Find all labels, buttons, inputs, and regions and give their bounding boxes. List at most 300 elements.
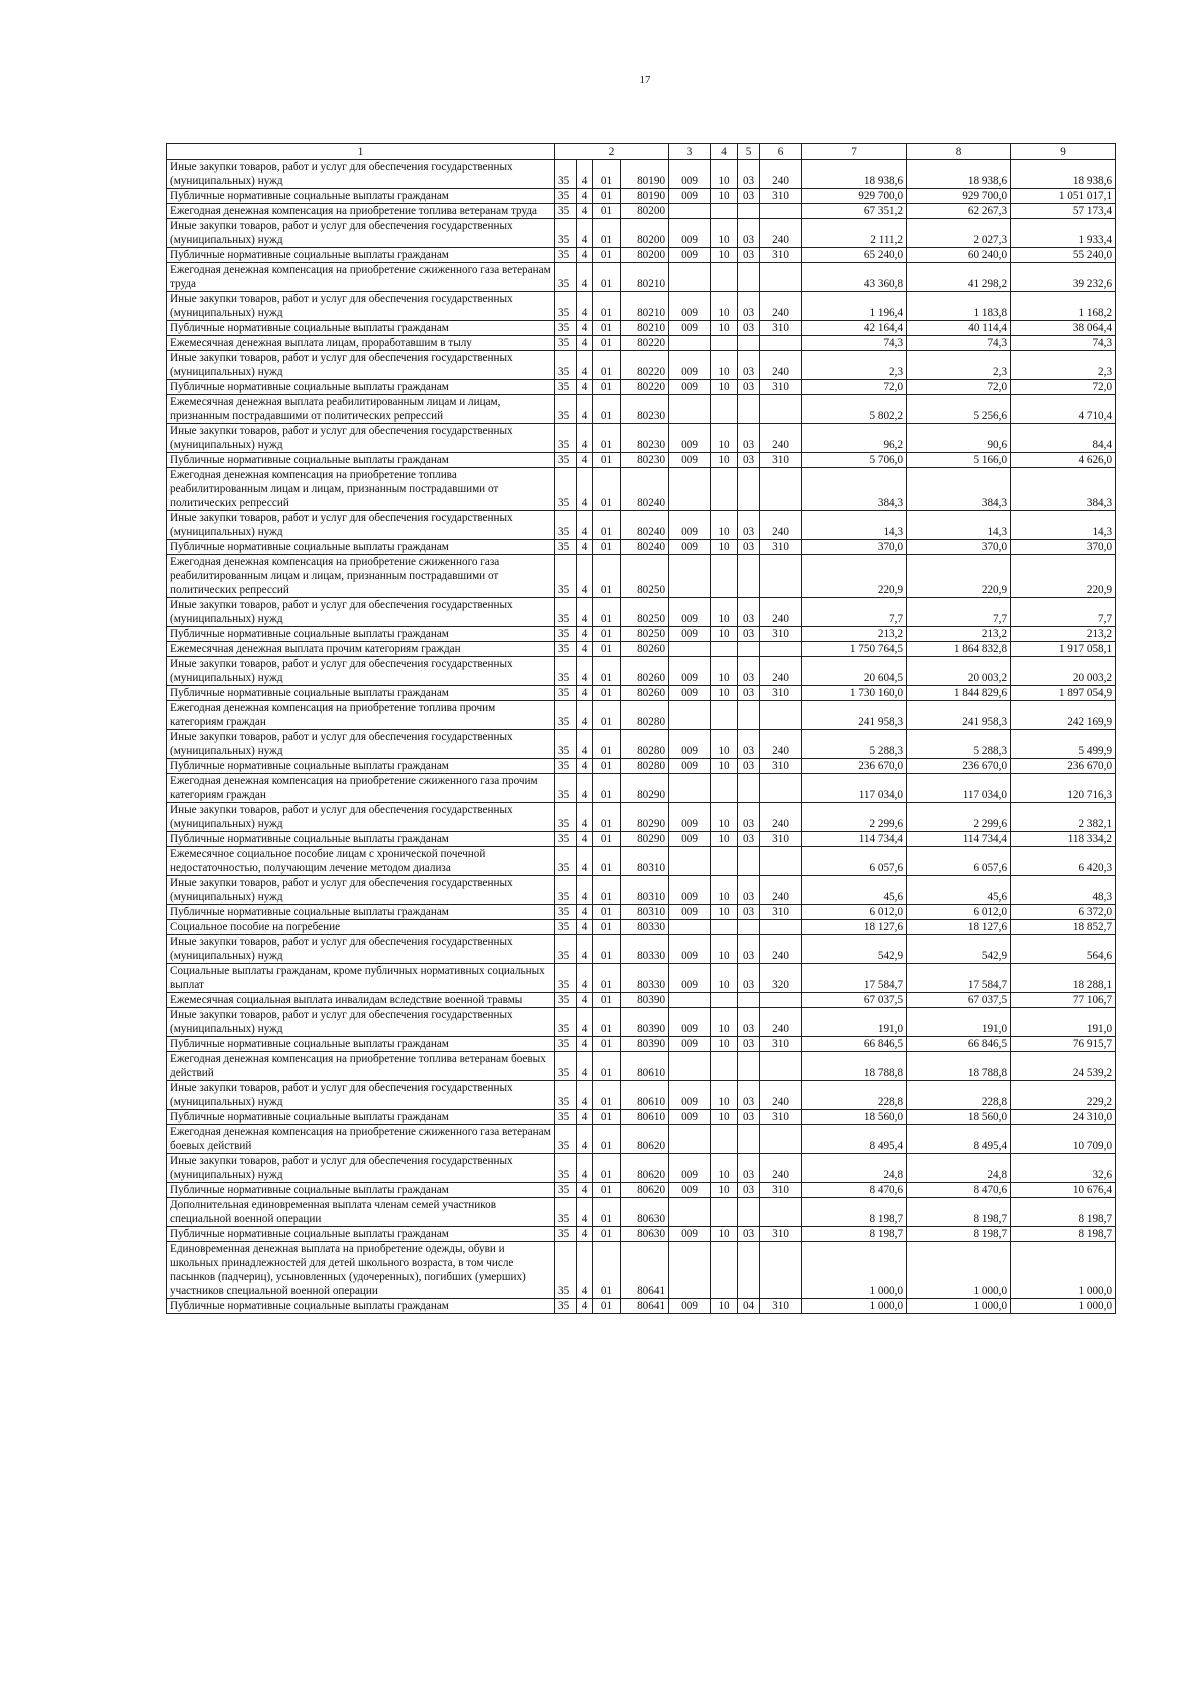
section-code: 10 bbox=[711, 964, 738, 993]
subprogram-code: 4 bbox=[577, 1037, 593, 1052]
program-code: 35 bbox=[555, 336, 577, 351]
section-code: 10 bbox=[711, 759, 738, 774]
section-code: 10 bbox=[711, 351, 738, 380]
value-year-1: 8 198,7 bbox=[802, 1227, 907, 1242]
row-name: Ежегодная денежная компенсация на приобретение топлива ветеранам труда bbox=[167, 204, 555, 219]
value-year-1: 6 012,0 bbox=[802, 905, 907, 920]
value-year-2: 929 700,0 bbox=[907, 189, 1011, 204]
item-code: 01 bbox=[593, 832, 621, 847]
value-year-1: 2 111,2 bbox=[802, 219, 907, 248]
value-year-1: 220,9 bbox=[802, 555, 907, 598]
value-year-3: 120 716,3 bbox=[1011, 774, 1116, 803]
header-col-3: 3 bbox=[669, 144, 711, 160]
row-name: Иные закупки товаров, работ и услуг для обеспечения государственных (муниципальных) нужд bbox=[167, 1154, 555, 1183]
direction-code: 80280 bbox=[621, 759, 669, 774]
expense-type-code bbox=[760, 1242, 802, 1299]
expense-type-code: 240 bbox=[760, 1154, 802, 1183]
table-row bbox=[167, 730, 1116, 759]
ministry-code: 009 bbox=[669, 321, 711, 336]
expense-type-code: 240 bbox=[760, 424, 802, 453]
item-code: 01 bbox=[593, 204, 621, 219]
direction-code: 80290 bbox=[621, 774, 669, 803]
expense-type-code: 240 bbox=[760, 351, 802, 380]
table-row bbox=[167, 598, 1116, 627]
value-year-2: 241 958,3 bbox=[907, 701, 1011, 730]
value-year-1: 117 034,0 bbox=[802, 774, 907, 803]
direction-code: 80250 bbox=[621, 627, 669, 642]
program-code: 35 bbox=[555, 730, 577, 759]
table-row bbox=[167, 803, 1116, 832]
table-row bbox=[167, 1052, 1116, 1081]
value-year-2: 6 012,0 bbox=[907, 905, 1011, 920]
row-name: Публичные нормативные социальные выплаты гражданам bbox=[167, 627, 555, 642]
program-code: 35 bbox=[555, 511, 577, 540]
row-name: Публичные нормативные социальные выплаты гражданам bbox=[167, 832, 555, 847]
value-year-2: 8 470,6 bbox=[907, 1183, 1011, 1198]
direction-code: 80220 bbox=[621, 380, 669, 395]
item-code: 01 bbox=[593, 598, 621, 627]
subsection-code bbox=[738, 555, 760, 598]
header-col-6: 6 bbox=[760, 144, 802, 160]
item-code: 01 bbox=[593, 468, 621, 511]
value-year-3: 2,3 bbox=[1011, 351, 1116, 380]
value-year-1: 96,2 bbox=[802, 424, 907, 453]
program-code: 35 bbox=[555, 627, 577, 642]
section-code: 10 bbox=[711, 598, 738, 627]
row-name: Ежемесячная денежная выплата реабилитированным лицам и лицам, признанным пострадавшими от политических репрессий bbox=[167, 395, 555, 424]
expense-type-code: 310 bbox=[760, 540, 802, 555]
subsection-code bbox=[738, 1198, 760, 1227]
value-year-1: 8 198,7 bbox=[802, 1198, 907, 1227]
section-code: 10 bbox=[711, 905, 738, 920]
program-code: 35 bbox=[555, 876, 577, 905]
expense-type-code bbox=[760, 847, 802, 876]
expense-type-code: 310 bbox=[760, 832, 802, 847]
value-year-2: 114 734,4 bbox=[907, 832, 1011, 847]
ministry-code bbox=[669, 847, 711, 876]
expense-type-code: 310 bbox=[760, 189, 802, 204]
row-name: Иные закупки товаров, работ и услуг для обеспечения государственных (муниципальных) нужд bbox=[167, 876, 555, 905]
header-row bbox=[167, 144, 1116, 160]
value-year-2: 40 114,4 bbox=[907, 321, 1011, 336]
subsection-code: 03 bbox=[738, 1227, 760, 1242]
budget-table bbox=[166, 143, 1116, 1314]
value-year-3: 24 310,0 bbox=[1011, 1110, 1116, 1125]
section-code: 10 bbox=[711, 657, 738, 686]
subprogram-code: 4 bbox=[577, 511, 593, 540]
value-year-3: 32,6 bbox=[1011, 1154, 1116, 1183]
value-year-1: 241 958,3 bbox=[802, 701, 907, 730]
table-row bbox=[167, 263, 1116, 292]
item-code: 01 bbox=[593, 1198, 621, 1227]
program-code: 35 bbox=[555, 701, 577, 730]
value-year-1: 1 000,0 bbox=[802, 1299, 907, 1314]
program-code: 35 bbox=[555, 540, 577, 555]
subprogram-code: 4 bbox=[577, 204, 593, 219]
value-year-3: 236 670,0 bbox=[1011, 759, 1116, 774]
table-row bbox=[167, 686, 1116, 701]
direction-code: 80620 bbox=[621, 1125, 669, 1154]
value-year-1: 228,8 bbox=[802, 1081, 907, 1110]
subsection-code bbox=[738, 1052, 760, 1081]
value-year-2: 370,0 bbox=[907, 540, 1011, 555]
value-year-3: 6 420,3 bbox=[1011, 847, 1116, 876]
subprogram-code: 4 bbox=[577, 540, 593, 555]
subsection-code bbox=[738, 993, 760, 1008]
subsection-code: 03 bbox=[738, 453, 760, 468]
expense-type-code: 310 bbox=[760, 627, 802, 642]
subprogram-code: 4 bbox=[577, 160, 593, 189]
item-code: 01 bbox=[593, 627, 621, 642]
ministry-code: 009 bbox=[669, 832, 711, 847]
value-year-1: 5 288,3 bbox=[802, 730, 907, 759]
direction-code: 80641 bbox=[621, 1299, 669, 1314]
subsection-code: 03 bbox=[738, 424, 760, 453]
section-code bbox=[711, 1052, 738, 1081]
subsection-code: 03 bbox=[738, 189, 760, 204]
expense-type-code: 310 bbox=[760, 686, 802, 701]
row-name: Публичные нормативные социальные выплаты гражданам bbox=[167, 189, 555, 204]
value-year-3: 4 626,0 bbox=[1011, 453, 1116, 468]
ministry-code: 009 bbox=[669, 1227, 711, 1242]
subprogram-code: 4 bbox=[577, 1125, 593, 1154]
direction-code: 80290 bbox=[621, 803, 669, 832]
ministry-code: 009 bbox=[669, 1110, 711, 1125]
subprogram-code: 4 bbox=[577, 598, 593, 627]
subprogram-code: 4 bbox=[577, 1299, 593, 1314]
ministry-code: 009 bbox=[669, 730, 711, 759]
header-col-1: 1 bbox=[167, 144, 555, 160]
value-year-3: 1 000,0 bbox=[1011, 1242, 1116, 1299]
subprogram-code: 4 bbox=[577, 219, 593, 248]
value-year-2: 228,8 bbox=[907, 1081, 1011, 1110]
section-code: 10 bbox=[711, 321, 738, 336]
value-year-2: 24,8 bbox=[907, 1154, 1011, 1183]
item-code: 01 bbox=[593, 395, 621, 424]
subsection-code: 03 bbox=[738, 1183, 760, 1198]
program-code: 35 bbox=[555, 598, 577, 627]
subsection-code: 03 bbox=[738, 351, 760, 380]
value-year-2: 20 003,2 bbox=[907, 657, 1011, 686]
value-year-1: 929 700,0 bbox=[802, 189, 907, 204]
direction-code: 80200 bbox=[621, 204, 669, 219]
value-year-1: 1 750 764,5 bbox=[802, 642, 907, 657]
subsection-code: 03 bbox=[738, 1081, 760, 1110]
table-row bbox=[167, 189, 1116, 204]
ministry-code: 009 bbox=[669, 219, 711, 248]
value-year-2: 18 560,0 bbox=[907, 1110, 1011, 1125]
program-code: 35 bbox=[555, 219, 577, 248]
expense-type-code: 240 bbox=[760, 598, 802, 627]
value-year-1: 18 127,6 bbox=[802, 920, 907, 935]
section-code: 10 bbox=[711, 1227, 738, 1242]
row-name: Ежегодная денежная компенсация на приобретение топлива прочим категориям граждан bbox=[167, 701, 555, 730]
value-year-3: 1 933,4 bbox=[1011, 219, 1116, 248]
value-year-2: 90,6 bbox=[907, 424, 1011, 453]
expense-type-code bbox=[760, 263, 802, 292]
value-year-1: 14,3 bbox=[802, 511, 907, 540]
section-code: 10 bbox=[711, 1183, 738, 1198]
item-code: 01 bbox=[593, 351, 621, 380]
direction-code: 80230 bbox=[621, 424, 669, 453]
section-code bbox=[711, 920, 738, 935]
value-year-1: 384,3 bbox=[802, 468, 907, 511]
page-number: 17 bbox=[639, 74, 651, 86]
program-code: 35 bbox=[555, 1081, 577, 1110]
ministry-code: 009 bbox=[669, 540, 711, 555]
subprogram-code: 4 bbox=[577, 263, 593, 292]
table-row bbox=[167, 204, 1116, 219]
row-name: Публичные нормативные социальные выплаты гражданам bbox=[167, 1037, 555, 1052]
item-code: 01 bbox=[593, 1081, 621, 1110]
subprogram-code: 4 bbox=[577, 905, 593, 920]
subprogram-code: 4 bbox=[577, 686, 593, 701]
subprogram-code: 4 bbox=[577, 876, 593, 905]
section-code: 10 bbox=[711, 935, 738, 964]
direction-code: 80610 bbox=[621, 1081, 669, 1110]
direction-code: 80290 bbox=[621, 832, 669, 847]
ministry-code: 009 bbox=[669, 686, 711, 701]
table-row bbox=[167, 321, 1116, 336]
value-year-2: 1 183,8 bbox=[907, 292, 1011, 321]
subprogram-code: 4 bbox=[577, 189, 593, 204]
value-year-3: 229,2 bbox=[1011, 1081, 1116, 1110]
subprogram-code: 4 bbox=[577, 1110, 593, 1125]
value-year-2: 8 198,7 bbox=[907, 1198, 1011, 1227]
direction-code: 80230 bbox=[621, 395, 669, 424]
ministry-code bbox=[669, 774, 711, 803]
subsection-code: 03 bbox=[738, 935, 760, 964]
ministry-code bbox=[669, 1125, 711, 1154]
expense-type-code: 310 bbox=[760, 1037, 802, 1052]
expense-type-code: 240 bbox=[760, 657, 802, 686]
subsection-code: 03 bbox=[738, 905, 760, 920]
section-code bbox=[711, 701, 738, 730]
ministry-code: 009 bbox=[669, 876, 711, 905]
row-name: Публичные нормативные социальные выплаты гражданам bbox=[167, 1299, 555, 1314]
value-year-1: 7,7 bbox=[802, 598, 907, 627]
value-year-1: 370,0 bbox=[802, 540, 907, 555]
value-year-3: 20 003,2 bbox=[1011, 657, 1116, 686]
ministry-code: 009 bbox=[669, 1081, 711, 1110]
ministry-code bbox=[669, 468, 711, 511]
table-row bbox=[167, 1242, 1116, 1299]
ministry-code: 009 bbox=[669, 1154, 711, 1183]
direction-code: 80280 bbox=[621, 701, 669, 730]
value-year-3: 191,0 bbox=[1011, 1008, 1116, 1037]
row-name: Иные закупки товаров, работ и услуг для обеспечения государственных (муниципальных) нужд bbox=[167, 1008, 555, 1037]
program-code: 35 bbox=[555, 1110, 577, 1125]
ministry-code: 009 bbox=[669, 627, 711, 642]
program-code: 35 bbox=[555, 395, 577, 424]
section-code: 10 bbox=[711, 292, 738, 321]
item-code: 01 bbox=[593, 424, 621, 453]
program-code: 35 bbox=[555, 424, 577, 453]
row-name: Ежемесячное социальное пособие лицам с хронической почечной недостаточностью, получающим лечение методом диализа bbox=[167, 847, 555, 876]
value-year-2: 542,9 bbox=[907, 935, 1011, 964]
table-row bbox=[167, 1299, 1116, 1314]
section-code: 10 bbox=[711, 248, 738, 263]
subsection-code: 03 bbox=[738, 511, 760, 540]
value-year-3: 55 240,0 bbox=[1011, 248, 1116, 263]
value-year-1: 2 299,6 bbox=[802, 803, 907, 832]
program-code: 35 bbox=[555, 905, 577, 920]
expense-type-code: 310 bbox=[760, 759, 802, 774]
program-code: 35 bbox=[555, 453, 577, 468]
table-row bbox=[167, 511, 1116, 540]
row-name: Иные закупки товаров, работ и услуг для обеспечения государственных (муниципальных) нужд bbox=[167, 935, 555, 964]
value-year-1: 1 196,4 bbox=[802, 292, 907, 321]
program-code: 35 bbox=[555, 1037, 577, 1052]
subsection-code: 03 bbox=[738, 832, 760, 847]
subsection-code: 03 bbox=[738, 292, 760, 321]
value-year-1: 65 240,0 bbox=[802, 248, 907, 263]
item-code: 01 bbox=[593, 920, 621, 935]
ministry-code bbox=[669, 1242, 711, 1299]
ministry-code: 009 bbox=[669, 248, 711, 263]
item-code: 01 bbox=[593, 803, 621, 832]
direction-code: 80280 bbox=[621, 730, 669, 759]
value-year-3: 370,0 bbox=[1011, 540, 1116, 555]
subprogram-code: 4 bbox=[577, 336, 593, 351]
subprogram-code: 4 bbox=[577, 774, 593, 803]
subsection-code: 03 bbox=[738, 540, 760, 555]
ministry-code: 009 bbox=[669, 935, 711, 964]
ministry-code bbox=[669, 701, 711, 730]
value-year-2: 18 938,6 bbox=[907, 160, 1011, 189]
value-year-1: 67 037,5 bbox=[802, 993, 907, 1008]
program-code: 35 bbox=[555, 935, 577, 964]
value-year-2: 6 057,6 bbox=[907, 847, 1011, 876]
ministry-code: 009 bbox=[669, 292, 711, 321]
subprogram-code: 4 bbox=[577, 1242, 593, 1299]
direction-code: 80260 bbox=[621, 642, 669, 657]
item-code: 01 bbox=[593, 1052, 621, 1081]
row-name: Иные закупки товаров, работ и услуг для обеспечения государственных (муниципальных) нужд bbox=[167, 351, 555, 380]
value-year-3: 24 539,2 bbox=[1011, 1052, 1116, 1081]
direction-code: 80390 bbox=[621, 993, 669, 1008]
program-code: 35 bbox=[555, 204, 577, 219]
section-code: 10 bbox=[711, 424, 738, 453]
subprogram-code: 4 bbox=[577, 395, 593, 424]
item-code: 01 bbox=[593, 1037, 621, 1052]
subprogram-code: 4 bbox=[577, 321, 593, 336]
item-code: 01 bbox=[593, 935, 621, 964]
item-code: 01 bbox=[593, 263, 621, 292]
direction-code: 80620 bbox=[621, 1154, 669, 1183]
row-name: Иные закупки товаров, работ и услуг для обеспечения государственных (муниципальных) нужд bbox=[167, 803, 555, 832]
table-row bbox=[167, 759, 1116, 774]
table-row bbox=[167, 1227, 1116, 1242]
direction-code: 80250 bbox=[621, 598, 669, 627]
section-code: 10 bbox=[711, 511, 738, 540]
ministry-code: 009 bbox=[669, 380, 711, 395]
value-year-3: 220,9 bbox=[1011, 555, 1116, 598]
direction-code: 80260 bbox=[621, 686, 669, 701]
direction-code: 80620 bbox=[621, 1183, 669, 1198]
direction-code: 80630 bbox=[621, 1198, 669, 1227]
value-year-3: 242 169,9 bbox=[1011, 701, 1116, 730]
value-year-3: 72,0 bbox=[1011, 380, 1116, 395]
table-row bbox=[167, 935, 1116, 964]
direction-code: 80310 bbox=[621, 905, 669, 920]
table-row bbox=[167, 351, 1116, 380]
subsection-code: 03 bbox=[738, 1037, 760, 1052]
header-col-7: 7 bbox=[802, 144, 907, 160]
section-code: 10 bbox=[711, 1299, 738, 1314]
row-name: Иные закупки товаров, работ и услуг для обеспечения государственных (муниципальных) нужд bbox=[167, 1081, 555, 1110]
subsection-code: 03 bbox=[738, 248, 760, 263]
subsection-code bbox=[738, 701, 760, 730]
value-year-1: 74,3 bbox=[802, 336, 907, 351]
value-year-1: 43 360,8 bbox=[802, 263, 907, 292]
value-year-3: 18 852,7 bbox=[1011, 920, 1116, 935]
value-year-1: 1 000,0 bbox=[802, 1242, 907, 1299]
subprogram-code: 4 bbox=[577, 248, 593, 263]
subprogram-code: 4 bbox=[577, 935, 593, 964]
item-code: 01 bbox=[593, 248, 621, 263]
subprogram-code: 4 bbox=[577, 1081, 593, 1110]
direction-code: 80330 bbox=[621, 964, 669, 993]
value-year-3: 77 106,7 bbox=[1011, 993, 1116, 1008]
item-code: 01 bbox=[593, 189, 621, 204]
expense-type-code: 310 bbox=[760, 1110, 802, 1125]
value-year-2: 62 267,3 bbox=[907, 204, 1011, 219]
table-row bbox=[167, 453, 1116, 468]
value-year-2: 18 127,6 bbox=[907, 920, 1011, 935]
table-row bbox=[167, 1198, 1116, 1227]
expense-type-code: 240 bbox=[760, 1081, 802, 1110]
subprogram-code: 4 bbox=[577, 657, 593, 686]
ministry-code bbox=[669, 1198, 711, 1227]
value-year-2: 8 198,7 bbox=[907, 1227, 1011, 1242]
item-code: 01 bbox=[593, 964, 621, 993]
table-row bbox=[167, 832, 1116, 847]
subprogram-code: 4 bbox=[577, 1052, 593, 1081]
table-row bbox=[167, 1183, 1116, 1198]
value-year-1: 42 164,4 bbox=[802, 321, 907, 336]
value-year-1: 67 351,2 bbox=[802, 204, 907, 219]
ministry-code: 009 bbox=[669, 189, 711, 204]
direction-code: 80230 bbox=[621, 453, 669, 468]
direction-code: 80641 bbox=[621, 1242, 669, 1299]
value-year-3: 2 382,1 bbox=[1011, 803, 1116, 832]
subsection-code: 03 bbox=[738, 160, 760, 189]
item-code: 01 bbox=[593, 1110, 621, 1125]
value-year-3: 6 372,0 bbox=[1011, 905, 1116, 920]
expense-type-code: 240 bbox=[760, 730, 802, 759]
value-year-3: 213,2 bbox=[1011, 627, 1116, 642]
item-code: 01 bbox=[593, 1242, 621, 1299]
item-code: 01 bbox=[593, 1125, 621, 1154]
section-code bbox=[711, 395, 738, 424]
row-name: Публичные нормативные социальные выплаты гражданам bbox=[167, 1110, 555, 1125]
value-year-2: 74,3 bbox=[907, 336, 1011, 351]
subsection-code: 03 bbox=[738, 803, 760, 832]
row-name: Ежемесячная социальная выплата инвалидам вследствие военной травмы bbox=[167, 993, 555, 1008]
row-name: Публичные нормативные социальные выплаты гражданам bbox=[167, 380, 555, 395]
value-year-3: 5 499,9 bbox=[1011, 730, 1116, 759]
ministry-code: 009 bbox=[669, 160, 711, 189]
direction-code: 80200 bbox=[621, 219, 669, 248]
table-row bbox=[167, 642, 1116, 657]
value-year-3: 1 168,2 bbox=[1011, 292, 1116, 321]
section-code: 10 bbox=[711, 1081, 738, 1110]
value-year-3: 14,3 bbox=[1011, 511, 1116, 540]
direction-code: 80200 bbox=[621, 248, 669, 263]
value-year-1: 1 730 160,0 bbox=[802, 686, 907, 701]
section-code: 10 bbox=[711, 627, 738, 642]
